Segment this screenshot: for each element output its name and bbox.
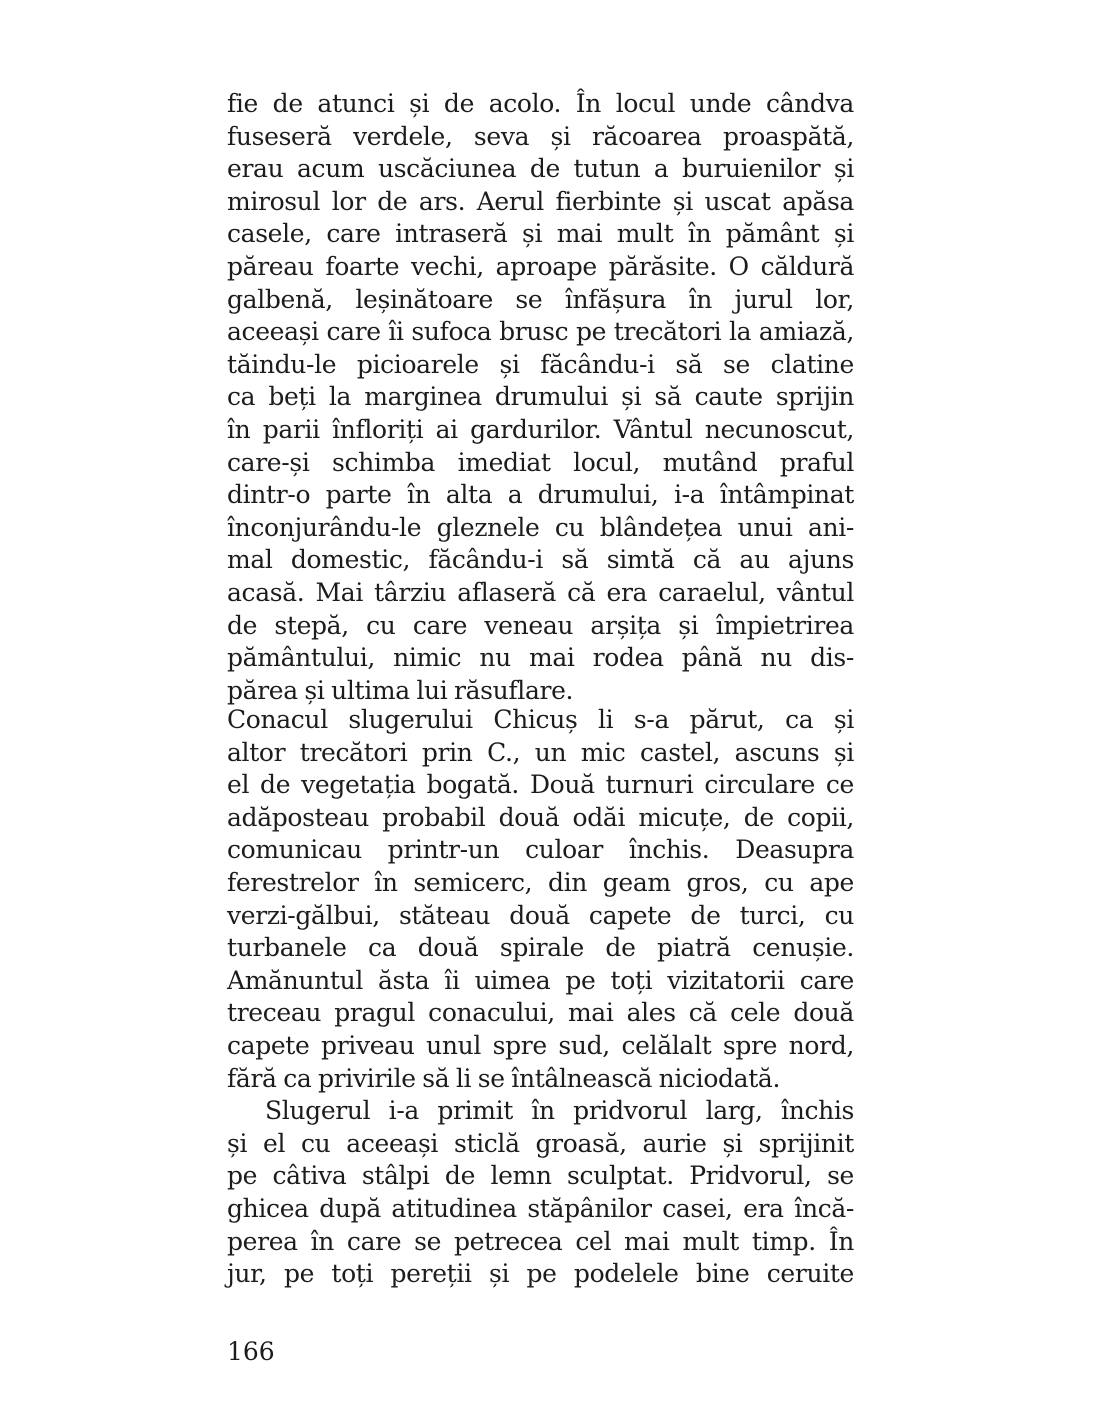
text-line: galbenă, leșinătoare se înfășura în jurul lor, bbox=[227, 284, 854, 314]
text-line: pământului, nimic nu mai rodea până nu dis- bbox=[227, 643, 854, 673]
text-line: acasă. Mai târziu aflaseră că era caraelul, vântul bbox=[227, 577, 854, 607]
text-line: fără ca privirile să li se întâlnească niciodată. bbox=[227, 1063, 781, 1093]
text-line: pe câtiva stâlpi de lemn sculptat. Pridvorul, se bbox=[227, 1161, 854, 1191]
text-line: părea și ultima lui răsuflare. bbox=[227, 675, 574, 705]
text-line: tăindu-le picioarele și făcându-i să se clatine bbox=[227, 349, 854, 379]
text-line: și el cu aceeași sticlă groasă, aurie și sprijinit bbox=[227, 1128, 854, 1158]
text-line: perea în care se petrecea cel mai mult timp. În bbox=[227, 1226, 854, 1256]
page-number: 166 bbox=[227, 1337, 275, 1366]
text-line: Conacul slugerului Chicuș li s-a părut, ca și bbox=[227, 705, 854, 734]
text-line: fuseseră verdele, seva și răcoarea proaspătă, bbox=[227, 121, 854, 151]
text-line: jur, pe toți pereții și pe podelele bine ceruite bbox=[227, 1259, 854, 1289]
text-line: Amănuntul ăsta îi uimea pe toți vizitatorii care bbox=[227, 965, 854, 995]
text-line: mirosul lor de ars. Aerul fierbinte și uscat apăsa bbox=[227, 186, 854, 216]
text-line: ferestrelor în semicerc, din geam gros, cu ape bbox=[227, 867, 854, 897]
text-line: altor trecători prin C., un mic castel, ascuns și bbox=[227, 737, 854, 767]
text-line: Slugerul i-a primit în pridvorul larg, închis bbox=[265, 1096, 854, 1126]
text-line: turbanele ca două spirale de piatră cenușie. bbox=[227, 933, 854, 963]
text-line: dintr-o parte în alta a drumului, i-a întâmpinat bbox=[227, 480, 854, 510]
text-line: adăposteau probabil două odăi micuțe, de copii, bbox=[227, 802, 854, 832]
text-line: el de vegetația bogată. Două turnuri circulare ce bbox=[227, 770, 854, 800]
text-line: păreau foarte vechi, aproape părăsite. O căldură bbox=[227, 251, 854, 281]
text-line: în parii înfloriți ai gardurilor. Vântul necunoscut, bbox=[227, 414, 854, 444]
paragraph-1 bbox=[227, 88, 854, 707]
text-line: erau acum uscăciunea de tutun a buruienilor și bbox=[227, 154, 854, 184]
text-line: treceau pragul conacului, mai ales că cele două bbox=[227, 998, 854, 1028]
text-line: mal domestic, făcându-i să simtă că au ajuns bbox=[227, 545, 854, 575]
text-line: capete priveau unul spre sud, celălalt spre nord, bbox=[227, 1030, 854, 1060]
text-line: ghicea după atitudinea stăpânilor casei, era încă- bbox=[227, 1193, 854, 1223]
text-line: de stepă, cu care veneau arșița și împietrirea bbox=[227, 610, 854, 640]
text-line: aceeași care îi sufoca brusc pe trecători la amiază, bbox=[227, 317, 854, 347]
text-line: fie de atunci și de acolo. În locul unde cândva bbox=[227, 89, 854, 118]
paragraph-2 bbox=[227, 704, 854, 1291]
text-line: ca beți la marginea drumului și să caute sprijin bbox=[227, 382, 854, 412]
text-line: verzi-gălbui, stăteau două capete de turci, cu bbox=[227, 900, 854, 930]
text-line: comunicau printr-un culoar închis. Deasupra bbox=[227, 835, 854, 865]
text-line: casele, care intraseră și mai mult în pământ și bbox=[227, 219, 854, 249]
text-line: care-și schimba imediat locul, mutând praful bbox=[227, 447, 854, 477]
text-line: înconjurându-le gleznele cu blândețea unui ani- bbox=[227, 512, 854, 542]
